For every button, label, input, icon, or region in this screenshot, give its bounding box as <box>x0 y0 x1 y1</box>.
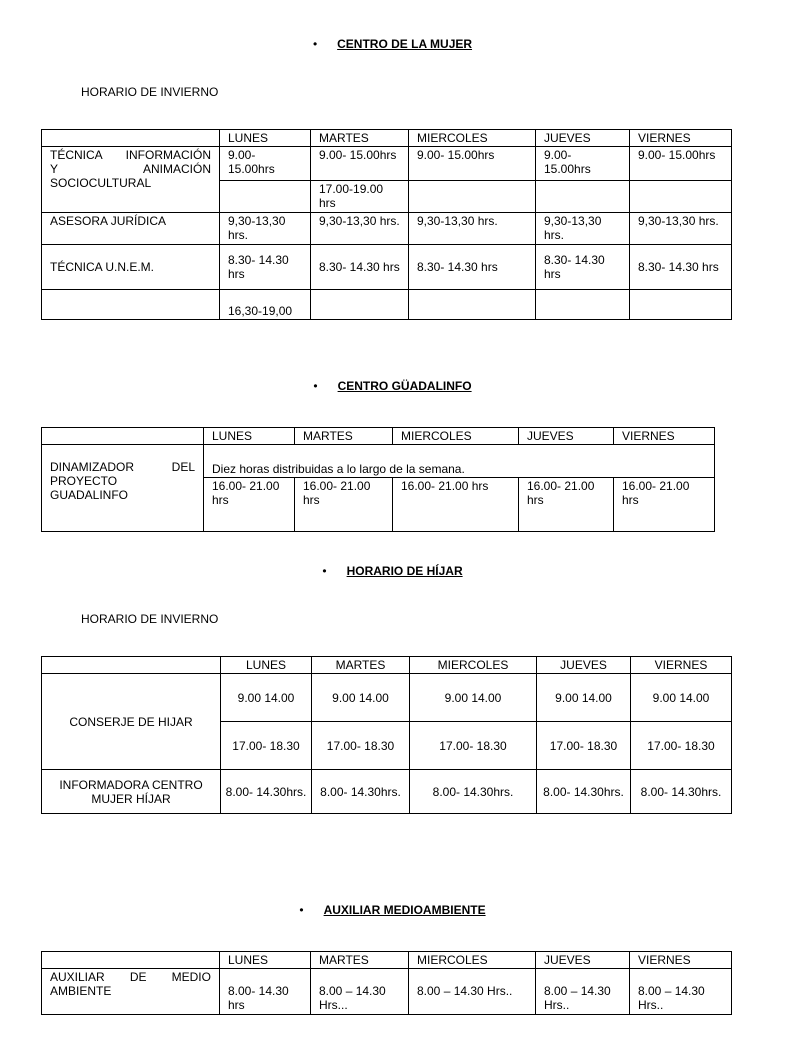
row-label-informadora: INFORMADORA CENTRO MUJER HÍJAR <box>42 770 221 814</box>
table-row <box>42 445 715 478</box>
table-cell: 8.00 – 14.30 Hrs.. <box>409 969 536 1015</box>
section-title-medioambiente: • AUXILIAR MEDIOAMBIENTE <box>299 903 486 917</box>
table-cell: 9.00- 15.00hrs <box>311 147 409 181</box>
table-cell: 8.00- 14.30hrs. <box>410 770 537 814</box>
table-row <box>42 770 732 814</box>
day-header: JUEVES <box>536 130 630 147</box>
section-title-centro-mujer: • CENTRO DE LA MUJER <box>312 37 473 51</box>
table-cell: 9,30-13,30 hrs. <box>409 213 536 245</box>
table-row <box>42 969 732 1015</box>
day-header: MARTES <box>311 952 409 969</box>
table-cell: 16,30-19,00 <box>220 290 311 320</box>
horario-invierno-label: HORARIO DE INVIERNO <box>81 85 219 99</box>
table-cell: 16.00- 21.00 hrs <box>393 478 519 532</box>
day-header: JUEVES <box>537 657 631 674</box>
day-header: VIERNES <box>614 428 715 445</box>
medioambiente-table <box>41 951 732 1015</box>
table-cell: 16.00- 21.00 hrs <box>519 478 614 532</box>
table-cell: 9.00- 15.00hrs <box>409 147 536 181</box>
table-cell: 8.00- 14.30hrs. <box>221 770 312 814</box>
day-header: MARTES <box>312 657 410 674</box>
day-header: LUNES <box>220 130 311 147</box>
table-cell: 8.00 – 14.30 Hrs.. <box>536 969 630 1015</box>
table-cell: 17.00- 18.30 <box>312 722 410 770</box>
table-cell: 17.00-19.00 hrs <box>311 181 409 213</box>
day-header: LUNES <box>220 952 311 969</box>
table-cell: 8.00- 14.30 hrs <box>220 969 311 1015</box>
table-cell: 9.00 14.00 <box>631 674 732 722</box>
table-cell: 8.00- 14.30hrs. <box>631 770 732 814</box>
table-header-row <box>42 952 732 969</box>
table-cell: 8.30- 14.30 hrs <box>630 245 732 290</box>
section-title-guadalinfo: • CENTRO GÜADALINFO <box>313 379 472 393</box>
day-header: LUNES <box>204 428 295 445</box>
table-cell: 16.00- 21.00 hrs <box>614 478 715 532</box>
table-cell: 9.00- 15.00hrs <box>630 147 732 181</box>
row-label-tecnica-informacion: TÉCNICA INFORMACIÓN Y ANIMACIÓN SOCIOCULTURAL <box>42 147 220 213</box>
day-header: MIERCOLES <box>409 130 536 147</box>
table-cell: 9.00 14.00 <box>221 674 312 722</box>
table-cell: 9.00- 15.00hrs <box>536 147 630 181</box>
table-cell: 16.00- 21.00 hrs <box>204 478 295 532</box>
day-header: VIERNES <box>631 657 732 674</box>
table-cell: 9.00 14.00 <box>537 674 631 722</box>
table-cell: 8.00- 14.30hrs. <box>312 770 410 814</box>
section-title-hijar: • HORARIO DE HÍJAR <box>322 564 463 578</box>
row-label-unem: TÉCNICA U.N.E.M. <box>42 245 220 290</box>
schedule-note: Diez horas distribuidas a lo largo de la semana. <box>204 445 715 478</box>
table-header-row <box>42 428 715 445</box>
table-cell: 17.00- 18.30 <box>221 722 312 770</box>
bullet-icon: • <box>313 379 318 393</box>
table-row <box>42 245 732 290</box>
bullet-icon: • <box>312 37 318 51</box>
table-cell: 9.00 14.00 <box>312 674 410 722</box>
table-row <box>42 147 732 181</box>
bullet-icon: • <box>299 903 304 917</box>
row-label-conserje: CONSERJE DE HIJAR <box>42 674 221 770</box>
table-cell: 9,30-13,30 hrs. <box>630 213 732 245</box>
table-row <box>42 290 732 320</box>
day-header: MIERCOLES <box>393 428 519 445</box>
table-cell: 8.00- 14.30hrs. <box>537 770 631 814</box>
table-cell: 8.30- 14.30 hrs <box>409 245 536 290</box>
day-header: MARTES <box>295 428 393 445</box>
table-cell: 17.00- 18.30 <box>410 722 537 770</box>
day-header: VIERNES <box>630 952 732 969</box>
day-header: MARTES <box>311 130 409 147</box>
table-cell: 9.00- 15.00hrs <box>220 147 311 181</box>
table-row <box>42 213 732 245</box>
row-label-dinamizador: DINAMIZADOR DEL PROYECTO GUADALINFO <box>42 445 204 532</box>
day-header: JUEVES <box>519 428 614 445</box>
hijar-table <box>41 656 732 814</box>
table-cell: 8.30- 14.30 hrs <box>220 245 311 290</box>
table-cell: 8.30- 14.30 hrs <box>536 245 630 290</box>
horario-invierno-label: HORARIO DE INVIERNO <box>81 612 219 626</box>
day-header: MIERCOLES <box>410 657 537 674</box>
table-header-row <box>42 130 732 147</box>
table-cell: 8.00 – 14.30 Hrs... <box>311 969 409 1015</box>
table-header-row <box>42 657 732 674</box>
day-header: VIERNES <box>630 130 732 147</box>
table-row <box>42 674 732 722</box>
day-header: JUEVES <box>536 952 630 969</box>
table-cell: 9,30-13,30 hrs. <box>311 213 409 245</box>
table-cell: 9,30-13,30 hrs. <box>536 213 630 245</box>
table-cell: 9.00 14.00 <box>410 674 537 722</box>
table-cell: 16.00- 21.00 hrs <box>295 478 393 532</box>
bullet-icon: • <box>322 564 327 578</box>
guadalinfo-table <box>41 427 715 532</box>
row-label-asesora: ASESORA JURÍDICA <box>42 213 220 245</box>
table-cell: 8.30- 14.30 hrs <box>311 245 409 290</box>
centro-mujer-table <box>41 129 732 320</box>
row-label-auxiliar: AUXILIAR DE MEDIO AMBIENTE <box>42 969 220 1015</box>
table-cell: 9,30-13,30 hrs. <box>220 213 311 245</box>
table-cell: 17.00- 18.30 <box>631 722 732 770</box>
table-cell: 8.00 – 14.30 Hrs.. <box>630 969 732 1015</box>
day-header: MIERCOLES <box>409 952 536 969</box>
day-header: LUNES <box>221 657 312 674</box>
table-cell: 17.00- 18.30 <box>537 722 631 770</box>
